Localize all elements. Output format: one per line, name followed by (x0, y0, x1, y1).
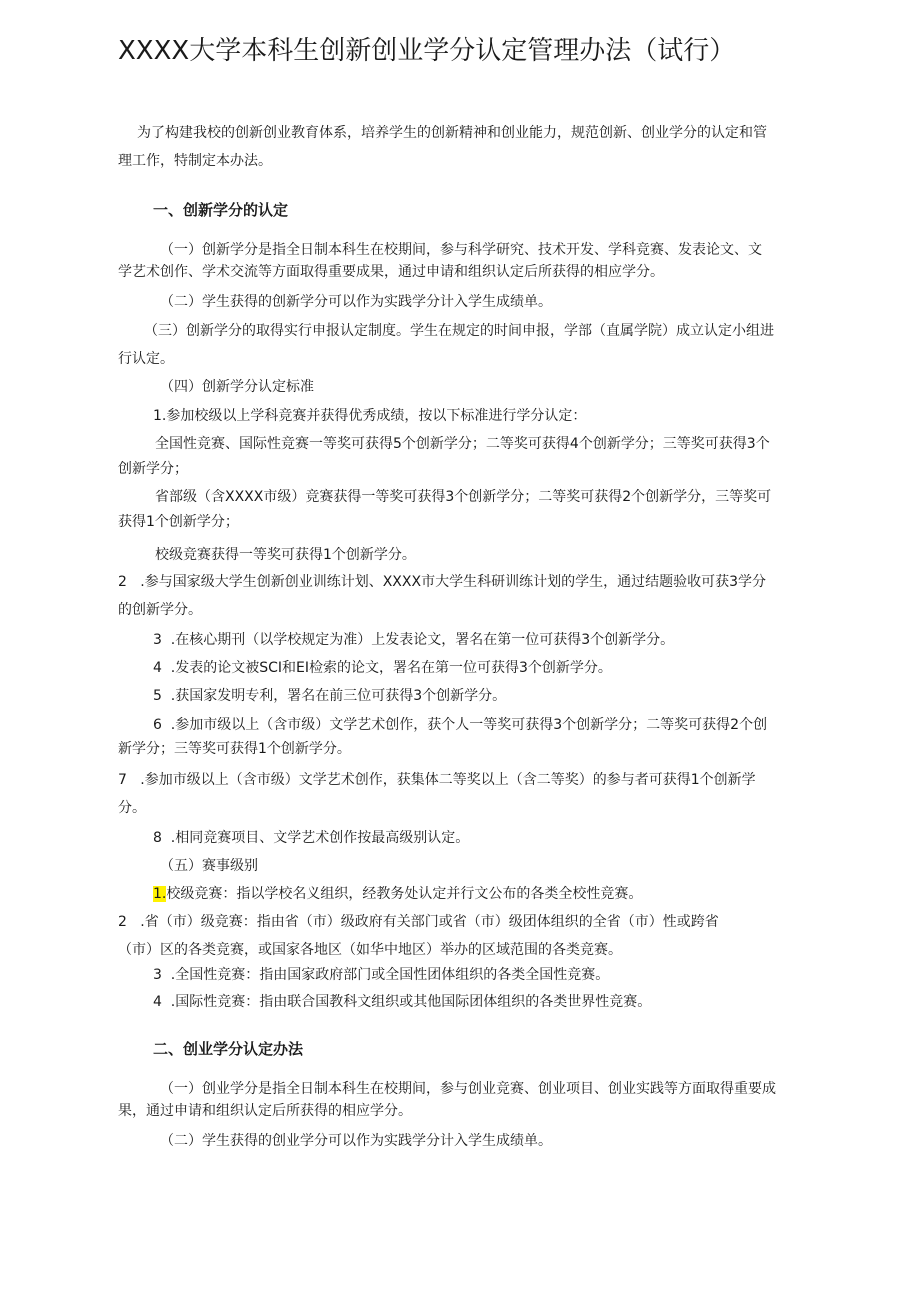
s2-p1-line-2: 果，通过申请和组织认定后所获得的相应学分。 (118, 1103, 412, 1119)
s1-item-7-line-2: 分。 (118, 800, 146, 816)
s1-item-1c: 校级竞赛获得一等奖可获得1个创新学分。 (155, 547, 416, 563)
s1-item-2-line-1: 2 .参与国家级大学生创新创业训练计划、XXXX市大学生科研训练计划的学生，通过结题验收可获3学分 (118, 574, 766, 590)
s1-item-1: 1.参加校级以上学科竞赛并获得优秀成绩，按以下标准进行学分认定： (153, 408, 587, 424)
s1-item-6-line-2: 新学分；三等奖可获得1个创新学分。 (118, 741, 351, 757)
section-2-heading: 二、创业学分认定办法 (153, 1040, 304, 1058)
s1-p5: （五）赛事级别 (160, 858, 258, 874)
s1-level-4: 4 .国际性竞赛：指由联合国教科文组织或其他国际团体组织的各类世界性竞赛。 (153, 994, 652, 1010)
intro-line-2: 理工作，特制定本办法。 (118, 153, 272, 169)
s1-item-1a-line-1: 全国性竞赛、国际性竞赛一等奖可获得5个创新学分；二等奖可获得4个创新学分；三等奖可获得3个 (155, 436, 770, 452)
s1-item-2-line-2: 的创新学分。 (118, 602, 202, 618)
s1-item-4: 4 .发表的论文被SCI和EI检索的论文，署名在第一位可获得3个创新学分。 (153, 660, 612, 676)
highlight-number: 1. (153, 886, 167, 902)
s1-level-1-text: 校级竞赛：指以学校名义组织，经教务处认定并行文公布的各类全校性竞赛。 (166, 886, 643, 902)
s2-p2: （二）学生获得的创业学分可以作为实践学分计入学生成绩单。 (160, 1133, 552, 1149)
s1-item-1b-line-1: 省部级（含XXXX市级）竞赛获得一等奖可获得3个创新学分；二等奖可获得2个创新学分，三等奖可 (155, 489, 772, 505)
s1-p1-line-2: 学艺术创作、学术交流等方面取得重要成果，通过申请和组织认定后所获得的相应学分。 (118, 264, 664, 280)
s2-p1-line-1: （一）创业学分是指全日制本科生在校期间，参与创业竞赛、创业项目、创业实践等方面取得重要成 (160, 1081, 776, 1097)
s1-item-1a-line-2: 创新学分； (118, 461, 188, 477)
s1-item-5: 5 .获国家发明专利，署名在前三位可获得3个创新学分。 (153, 688, 507, 704)
s1-level-3: 3 .全国性竞赛：指由国家政府部门或全国性团体组织的各类全国性竞赛。 (153, 967, 610, 983)
s1-p3-line-1: （三）创新学分的取得实行申报认定制度。学生在规定的时间申报，学部（直属学院）成立认定小组进 (144, 323, 774, 339)
s1-item-6-line-1: 6 .参加市级以上（含市级）文学艺术创作，获个人一等奖可获得3个创新学分；二等奖可获得2个创 (153, 717, 768, 733)
section-1-heading: 一、创新学分的认定 (153, 201, 289, 219)
s1-item-8: 8 .相同竞赛项目、文学艺术创作按最高级别认定。 (153, 830, 470, 846)
intro-line-1: 为了构建我校的创新创业教育体系，培养学生的创新精神和创业能力，规范创新、创业学分的认定和管 (137, 125, 767, 141)
s1-p1-line-1: （一）创新学分是指全日制本科生在校期间，参与科学研究、技术开发、学科竞赛、发表论文、文 (160, 242, 762, 258)
page-title: XXXX大学本科生创新创业学分认定管理办法（试行） (118, 36, 736, 66)
s1-p3-line-2: 行认定。 (118, 351, 174, 367)
s1-item-3: 3 .在核心期刊（以学校规定为准）上发表论文，署名在第一位可获得3个创新学分。 (153, 632, 675, 648)
s1-level-2-line-1: 2 .省（市）级竞赛：指由省（市）级政府有关部门或省（市）级团体组织的全省（市）性或跨省 (118, 914, 719, 930)
s1-p4: （四）创新学分认定标准 (160, 379, 314, 395)
s1-item-7-line-1: 7 .参加市级以上（含市级）文学艺术创作，获集体二等奖以上（含二等奖）的参与者可获得1个创新学 (118, 772, 756, 788)
s1-level-1 (153, 880, 642, 908)
s1-level-2-line-2: （市）区的各类竞赛，或国家各地区（如华中地区）举办的区域范围的各类竞赛。 (118, 942, 622, 958)
s1-item-1b-line-2: 获得1个创新学分； (118, 514, 239, 530)
s1-p2: （二）学生获得的创新学分可以作为实践学分计入学生成绩单。 (160, 294, 552, 310)
